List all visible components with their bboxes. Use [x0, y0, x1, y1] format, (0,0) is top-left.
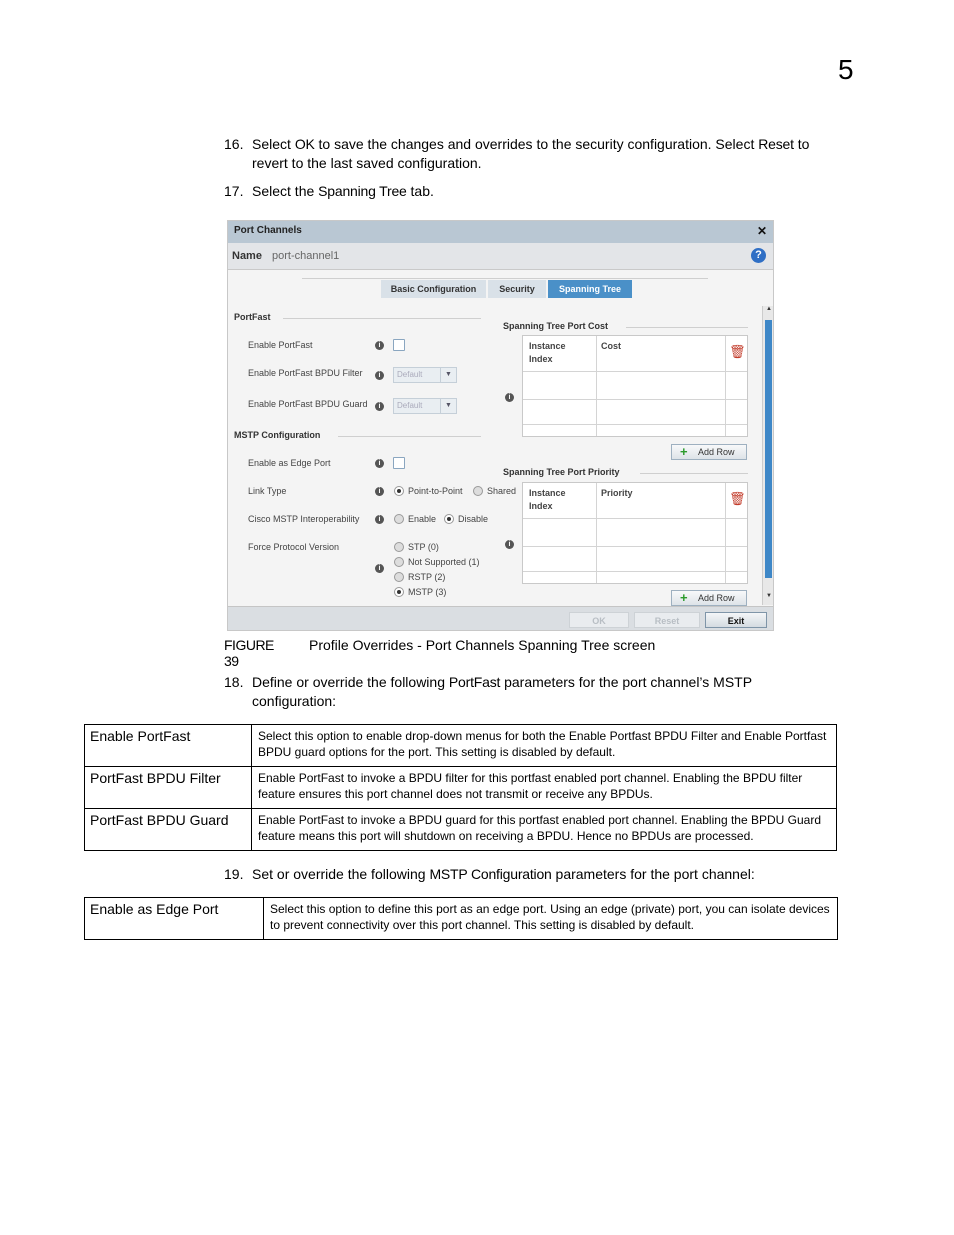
- param-description: Select this option to enable drop-down menus for both the Enable Portfast BPDU Filter and Enable Portfast BPDU guard options for the port. This setting is disabled by default.: [252, 725, 837, 767]
- ui-term-reset: Reset: [758, 136, 794, 152]
- dialog-footer: [228, 606, 773, 631]
- table-row: [85, 767, 837, 809]
- close-icon[interactable]: ✕: [756, 224, 767, 238]
- col-label: Instance: [529, 341, 566, 351]
- step-text-part: to save the changes and overrides to the security configuration. Select: [314, 136, 759, 152]
- bpdu-guard-label: Enable PortFast BPDU Guard: [248, 399, 368, 409]
- table-row: [85, 809, 837, 851]
- link-type-option-label: Shared: [487, 486, 517, 496]
- port-priority-heading: Spanning Tree Port Priority: [503, 467, 620, 477]
- section-divider: [283, 318, 481, 319]
- info-icon[interactable]: i: [375, 564, 384, 573]
- grid-divider: [523, 399, 747, 400]
- param-description: Enable PortFast to invoke a BPDU filter for this portfast enabled port channel. Enabling the BPDU filter feature ensures this port channel does not transmit or receive any BPDUs.: [252, 767, 837, 809]
- col-label: Index: [529, 354, 553, 364]
- cisco-mstp-label: Cisco MSTP Interoperability: [248, 514, 360, 524]
- section-divider: [640, 473, 748, 474]
- tab-security[interactable]: Security: [488, 280, 546, 298]
- portfast-parameters-table: [84, 724, 837, 851]
- info-icon[interactable]: i: [375, 402, 384, 411]
- info-icon[interactable]: i: [505, 540, 514, 549]
- edge-port-checkbox[interactable]: [393, 457, 405, 469]
- name-label: Name: [232, 250, 262, 262]
- port-priority-grid: [522, 482, 748, 584]
- port-cost-heading: Spanning Tree Port Cost: [503, 321, 609, 331]
- ok-button[interactable]: OK: [569, 612, 629, 628]
- step-text-part: Define or override the following: [252, 674, 449, 690]
- step-text: [252, 135, 809, 154]
- step-text: [252, 865, 755, 884]
- step-16: [224, 135, 844, 175]
- add-row-button[interactable]: [671, 590, 747, 606]
- grid-divider: [523, 546, 747, 547]
- step-text-part: Select the: [252, 183, 319, 199]
- chevron-down-icon: ▼: [440, 368, 456, 382]
- info-icon[interactable]: i: [375, 515, 384, 524]
- param-name: PortFast BPDU Guard: [85, 809, 252, 851]
- link-type-point-to-point-radio[interactable]: [394, 486, 404, 496]
- force-mstp-radio[interactable]: [394, 587, 404, 597]
- add-row-label: Add Row: [698, 447, 735, 457]
- tab-basic-configuration[interactable]: Basic Configuration: [381, 280, 486, 298]
- tab-divider: [302, 278, 708, 279]
- scrollbar-thumb[interactable]: [765, 320, 772, 578]
- bpdu-filter-select[interactable]: [393, 367, 457, 383]
- force-rstp-radio[interactable]: [394, 572, 404, 582]
- enable-portfast-label: Enable PortFast: [248, 340, 313, 350]
- add-row-button[interactable]: [671, 444, 747, 460]
- col-cost: Cost: [601, 341, 621, 351]
- force-not-supported-radio[interactable]: [394, 557, 404, 567]
- link-type-shared-radio[interactable]: [473, 486, 483, 496]
- section-divider: [338, 436, 481, 437]
- col-instance: [529, 487, 566, 513]
- step-18: [224, 673, 844, 713]
- info-icon[interactable]: i: [375, 371, 384, 380]
- bpdu-guard-select[interactable]: [393, 398, 457, 414]
- mstp-parameters-table: [84, 897, 838, 940]
- plus-icon: +: [680, 590, 688, 605]
- table-row: [85, 898, 838, 940]
- cisco-option-label: Enable: [408, 514, 437, 524]
- info-icon[interactable]: i: [375, 341, 384, 350]
- dialog-titlebar: [228, 221, 773, 243]
- grid-divider: [725, 483, 726, 583]
- scrollbar[interactable]: [762, 306, 774, 605]
- step-text-part: Select: [252, 136, 295, 152]
- ui-term-ok: OK: [294, 136, 315, 152]
- port-channels-dialog: [227, 220, 774, 631]
- param-name: Enable as Edge Port: [85, 898, 264, 940]
- step-text: [252, 182, 434, 201]
- col-label: Index: [529, 501, 553, 511]
- grid-divider: [523, 571, 747, 572]
- info-icon[interactable]: i: [375, 459, 384, 468]
- grid-divider: [523, 518, 747, 519]
- step-number: 19.: [224, 866, 244, 882]
- link-type-option-label: Point-to-Point: [408, 486, 463, 496]
- param-description: Select this option to define this port as an edge port. Using an edge (private) port, you can isolate devices to prevent connectivity over this port channel. This setting is disabled by default.: [264, 898, 838, 940]
- step-text-part: to: [793, 136, 810, 152]
- ui-term-spanning-tree: Spanning Tree: [318, 183, 407, 199]
- cisco-enable-radio[interactable]: [394, 514, 404, 524]
- section-divider: [626, 327, 748, 328]
- port-cost-grid: [522, 335, 748, 437]
- param-description: Enable PortFast to invoke a BPDU guard for this portfast enabled port channel. Enabling the BPDU Guard feature means this port will shutdown on receiving a BPDU. Hence no BPDUs are processed.: [252, 809, 837, 851]
- force-option-label: MSTP (3): [408, 587, 447, 597]
- grid-divider: [596, 483, 597, 583]
- table-row: [85, 725, 837, 767]
- param-name: Enable PortFast: [85, 725, 252, 767]
- grid-divider: [523, 371, 747, 372]
- force-option-label: STP (0): [408, 542, 439, 552]
- figure-number: FIGURE 39: [224, 637, 274, 669]
- link-type-label: Link Type: [248, 486, 287, 496]
- step-17: [224, 182, 844, 202]
- portfast-heading: PortFast: [234, 312, 271, 322]
- step-text-part: parameters for the port channel:: [551, 866, 755, 882]
- force-protocol-label: Force Protocol Version: [248, 542, 340, 552]
- step-text-line2: configuration:: [252, 693, 337, 709]
- scroll-up-icon[interactable]: ▲: [766, 306, 772, 312]
- cisco-disable-radio[interactable]: [444, 514, 454, 524]
- mstp-heading: MSTP Configuration: [234, 430, 321, 440]
- name-bar: [228, 243, 773, 270]
- cisco-option-label: Disable: [458, 514, 489, 524]
- tab-spanning-tree[interactable]: Spanning Tree: [548, 280, 632, 298]
- name-value: port-channel1: [272, 250, 340, 262]
- reset-button[interactable]: Reset: [634, 612, 700, 628]
- col-instance: [529, 340, 566, 366]
- edge-port-label: Enable as Edge Port: [248, 458, 331, 468]
- grid-divider: [596, 336, 597, 436]
- enable-portfast-checkbox[interactable]: [393, 339, 405, 351]
- figure-title: Profile Overrides - Port Channels Spanning Tree screen: [309, 637, 656, 653]
- force-option-label: RSTP (2): [408, 572, 446, 582]
- step-19: [224, 865, 844, 885]
- help-icon[interactable]: ?: [751, 248, 766, 263]
- chapter-number: 5: [838, 54, 854, 85]
- chevron-down-icon: ▼: [440, 399, 456, 413]
- bpdu-filter-label: Enable PortFast BPDU Filter: [248, 368, 363, 378]
- add-row-label: Add Row: [698, 593, 735, 603]
- step-text: [252, 673, 752, 692]
- bpdu-guard-value: Default: [397, 401, 423, 410]
- plus-icon: +: [680, 444, 688, 459]
- ui-term-portfast: PortFast: [448, 674, 501, 690]
- step-text-part: tab.: [406, 183, 434, 199]
- force-option-label: Not Supported (1): [408, 557, 480, 567]
- grid-divider: [725, 336, 726, 436]
- ui-term-mstp-configuration: MSTP Configuration: [429, 866, 552, 882]
- step-number: 16.: [224, 136, 244, 152]
- param-name: PortFast BPDU Filter: [85, 767, 252, 809]
- bpdu-filter-value: Default: [397, 370, 423, 379]
- step-text-part: Set or override the following: [252, 866, 430, 882]
- grid-divider: [523, 424, 747, 425]
- step-number: 17.: [224, 183, 244, 199]
- scroll-down-icon[interactable]: ▼: [766, 593, 772, 599]
- step-number: 18.: [224, 674, 244, 690]
- col-label: Instance: [529, 488, 566, 498]
- step-text-line2: revert to the last saved configuration.: [252, 155, 482, 171]
- info-icon[interactable]: i: [505, 393, 514, 402]
- exit-button[interactable]: Exit: [705, 612, 767, 628]
- force-stp-radio[interactable]: [394, 542, 404, 552]
- step-text-part: parameters for the port channel’s MSTP: [500, 674, 753, 690]
- dialog-title: Port Channels: [234, 225, 302, 236]
- info-icon[interactable]: i: [375, 487, 384, 496]
- col-priority: Priority: [601, 488, 633, 498]
- trash-icon[interactable]: 🗑: [729, 491, 746, 506]
- trash-icon[interactable]: 🗑: [729, 344, 746, 359]
